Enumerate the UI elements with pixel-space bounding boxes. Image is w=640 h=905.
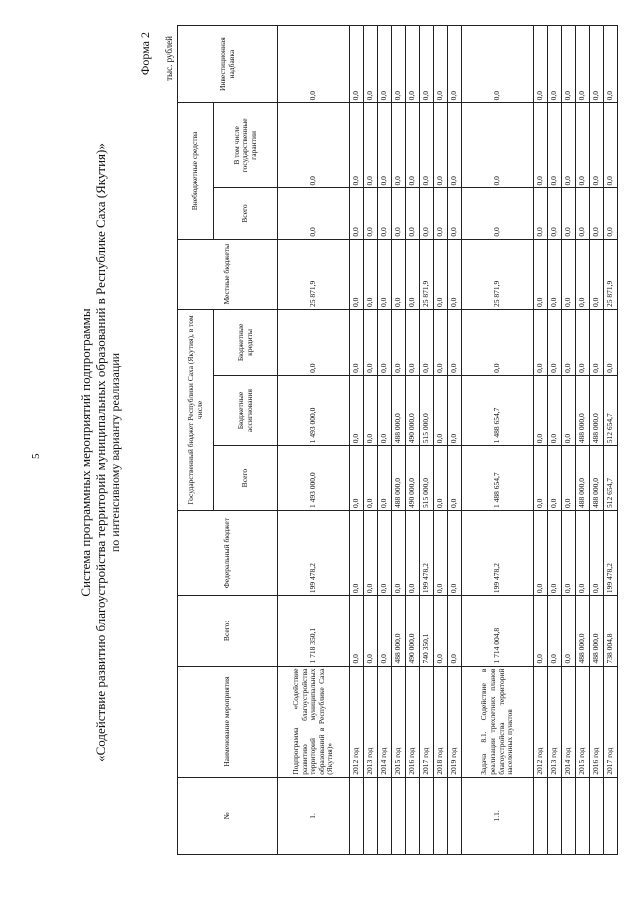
cell-st: 0,0	[434, 446, 448, 511]
cell-loc: 25 871,9	[278, 239, 350, 309]
cell-st: 488 000,0	[576, 446, 590, 511]
cell-loc: 0,0	[364, 239, 378, 309]
cell-sa: 512 654,7	[604, 375, 618, 445]
cell-eg: 0,0	[448, 103, 462, 188]
cell-loc: 0,0	[406, 239, 420, 309]
cell-total: 0,0	[448, 596, 462, 666]
row-number	[604, 777, 618, 854]
header-name: Наименование мероприятия	[178, 666, 278, 777]
cell-eg: 0,0	[378, 103, 392, 188]
document-title: Система программных мероприятий подпрограммы	[78, 308, 93, 597]
cell-loc: 0,0	[562, 239, 576, 309]
cell-loc: 0,0	[392, 239, 406, 309]
cell-st: 1 488 654,7	[462, 446, 534, 511]
cell-sa: 1 488 654,7	[462, 375, 534, 445]
cell-inv: 0,0	[576, 26, 590, 103]
cell-sa: 515 000,0	[420, 375, 434, 445]
cell-et: 0,0	[364, 188, 378, 239]
header-extra-guar: В том числе государственные гарантии	[214, 103, 278, 188]
cell-total: 0,0	[534, 596, 548, 666]
table-row	[378, 26, 392, 855]
header-local: Местные бюджеты	[178, 239, 278, 309]
cell-total: 0,0	[378, 596, 392, 666]
table-row	[562, 26, 576, 855]
cell-fed: 199 478,2	[462, 510, 534, 595]
cell-inv: 0,0	[278, 26, 350, 103]
cell-total: 1 718 350,1	[278, 596, 350, 666]
row-number	[434, 777, 448, 854]
year-label: 2017 год	[604, 666, 618, 777]
cell-inv: 0,0	[604, 26, 618, 103]
cell-sc: 0,0	[548, 309, 562, 375]
cell-eg: 0,0	[576, 103, 590, 188]
header-num: №	[178, 777, 278, 854]
row-number	[378, 777, 392, 854]
cell-st: 490 000,0	[406, 446, 420, 511]
cell-inv: 0,0	[434, 26, 448, 103]
cell-inv: 0,0	[590, 26, 604, 103]
cell-st: 0,0	[350, 446, 364, 511]
cell-inv: 0,0	[448, 26, 462, 103]
cell-st: 0,0	[562, 446, 576, 511]
cell-et: 0,0	[562, 188, 576, 239]
cell-total: 0,0	[548, 596, 562, 666]
cell-sc: 0,0	[420, 309, 434, 375]
cell-sc: 0,0	[378, 309, 392, 375]
cell-sc: 0,0	[278, 309, 350, 375]
cell-sa: 488 000,0	[392, 375, 406, 445]
row-number	[350, 777, 364, 854]
row-number	[392, 777, 406, 854]
cell-et: 0,0	[378, 188, 392, 239]
table-row	[534, 26, 548, 855]
header-extra-total: Всего	[214, 188, 278, 239]
cell-et: 0,0	[392, 188, 406, 239]
cell-fed: 199 478,2	[420, 510, 434, 595]
cell-st: 515 000,0	[420, 446, 434, 511]
cell-sc: 0,0	[576, 309, 590, 375]
cell-et: 0,0	[434, 188, 448, 239]
header-invest: Инвестиционная надбавка	[178, 26, 278, 103]
cell-et: 0,0	[604, 188, 618, 239]
cell-sc: 0,0	[406, 309, 420, 375]
cell-et: 0,0	[590, 188, 604, 239]
cell-loc: 25 871,9	[604, 239, 618, 309]
cell-inv: 0,0	[392, 26, 406, 103]
header-state-credit: Бюджетные кредиты	[214, 309, 278, 375]
cell-eg: 0,0	[590, 103, 604, 188]
cell-eg: 0,0	[350, 103, 364, 188]
cell-total: 0,0	[350, 596, 364, 666]
cell-st: 0,0	[448, 446, 462, 511]
table-row	[548, 26, 562, 855]
cell-inv: 0,0	[462, 26, 534, 103]
cell-et: 0,0	[350, 188, 364, 239]
cell-et: 0,0	[406, 188, 420, 239]
cell-eg: 0,0	[548, 103, 562, 188]
cell-st: 1 493 000,0	[278, 446, 350, 511]
cell-total: 738 004,8	[604, 596, 618, 666]
cell-sa: 0,0	[350, 375, 364, 445]
cell-loc: 25 871,9	[462, 239, 534, 309]
year-label: 2018 год	[434, 666, 448, 777]
year-label: 2017 год	[420, 666, 434, 777]
header-extra: Внебюджетные средства	[178, 103, 214, 239]
cell-eg: 0,0	[434, 103, 448, 188]
year-label: 2015 год	[576, 666, 590, 777]
cell-total: 0,0	[562, 596, 576, 666]
table-row	[350, 26, 364, 855]
row-number	[534, 777, 548, 854]
cell-fed: 0,0	[378, 510, 392, 595]
activity-name: Подпрограмма «Содействие развитию благоустройства территорий муниципальных образований в Республике Саха (Якутия)»	[278, 666, 350, 777]
cell-st: 512 654,7	[604, 446, 618, 511]
cell-loc: 25 871,9	[420, 239, 434, 309]
cell-et: 0,0	[462, 188, 534, 239]
cell-eg: 0,0	[534, 103, 548, 188]
cell-total: 1 714 004,8	[462, 596, 534, 666]
cell-loc: 0,0	[448, 239, 462, 309]
cell-eg: 0,0	[406, 103, 420, 188]
cell-sc: 0,0	[604, 309, 618, 375]
year-label: 2015 год	[392, 666, 406, 777]
year-label: 2016 год	[590, 666, 604, 777]
header-federal: Федеральный бюджет	[178, 510, 278, 595]
cell-fed: 0,0	[562, 510, 576, 595]
cell-inv: 0,0	[420, 26, 434, 103]
row-number	[364, 777, 378, 854]
cell-sa: 0,0	[534, 375, 548, 445]
cell-et: 0,0	[420, 188, 434, 239]
cell-sa: 0,0	[434, 375, 448, 445]
cell-st: 0,0	[534, 446, 548, 511]
row-number: 1.	[278, 777, 350, 854]
cell-st: 0,0	[378, 446, 392, 511]
cell-sa: 490 000,0	[406, 375, 420, 445]
cell-st: 0,0	[364, 446, 378, 511]
table-row	[604, 26, 618, 855]
row-number	[406, 777, 420, 854]
cell-eg: 0,0	[462, 103, 534, 188]
year-label: 2014 год	[562, 666, 576, 777]
cell-et: 0,0	[278, 188, 350, 239]
cell-loc: 0,0	[590, 239, 604, 309]
cell-sc: 0,0	[350, 309, 364, 375]
cell-inv: 0,0	[534, 26, 548, 103]
table-row	[448, 26, 462, 855]
cell-total: 488 000,0	[576, 596, 590, 666]
cell-fed: 0,0	[548, 510, 562, 595]
cell-sc: 0,0	[590, 309, 604, 375]
table-row	[590, 26, 604, 855]
cell-fed: 199 478,2	[278, 510, 350, 595]
cell-loc: 0,0	[434, 239, 448, 309]
cell-fed: 0,0	[534, 510, 548, 595]
cell-sc: 0,0	[462, 309, 534, 375]
cell-st: 488 000,0	[392, 446, 406, 511]
table-row	[462, 26, 534, 855]
cell-sa: 0,0	[448, 375, 462, 445]
cell-fed: 0,0	[406, 510, 420, 595]
cell-fed: 0,0	[392, 510, 406, 595]
cell-sa: 1 493 000,0	[278, 375, 350, 445]
document-subtitle: «Содействие развитию благоустройства территорий муниципальных образований в Республике Саха (Якутия)»	[93, 143, 108, 762]
cell-fed: 199 478,2	[604, 510, 618, 595]
year-label: 2019 год	[448, 666, 462, 777]
row-number	[448, 777, 462, 854]
cell-sc: 0,0	[448, 309, 462, 375]
cell-sc: 0,0	[392, 309, 406, 375]
cell-fed: 0,0	[576, 510, 590, 595]
row-number: 1.1.	[462, 777, 534, 854]
cell-loc: 0,0	[378, 239, 392, 309]
cell-inv: 0,0	[378, 26, 392, 103]
row-number	[576, 777, 590, 854]
cell-sc: 0,0	[434, 309, 448, 375]
row-number	[420, 777, 434, 854]
program-table	[177, 25, 618, 855]
cell-loc: 0,0	[534, 239, 548, 309]
form-label: Форма 2	[138, 32, 152, 76]
row-number	[548, 777, 562, 854]
cell-inv: 0,0	[364, 26, 378, 103]
row-number	[590, 777, 604, 854]
cell-inv: 0,0	[548, 26, 562, 103]
cell-total: 488 000,0	[590, 596, 604, 666]
year-label: 2014 год	[378, 666, 392, 777]
cell-st: 488 000,0	[590, 446, 604, 511]
cell-sc: 0,0	[562, 309, 576, 375]
cell-sc: 0,0	[364, 309, 378, 375]
cell-loc: 0,0	[350, 239, 364, 309]
cell-sa: 488 000,0	[590, 375, 604, 445]
cell-et: 0,0	[534, 188, 548, 239]
cell-fed: 0,0	[590, 510, 604, 595]
cell-eg: 0,0	[392, 103, 406, 188]
year-label: 2013 год	[548, 666, 562, 777]
cell-total: 488 000,0	[392, 596, 406, 666]
cell-loc: 0,0	[548, 239, 562, 309]
cell-total: 0,0	[364, 596, 378, 666]
header-state-assign: Бюджетные ассигнования	[214, 375, 278, 445]
cell-fed: 0,0	[448, 510, 462, 595]
table-row	[420, 26, 434, 855]
cell-total: 0,0	[434, 596, 448, 666]
cell-sa: 0,0	[548, 375, 562, 445]
cell-inv: 0,0	[406, 26, 420, 103]
cell-eg: 0,0	[562, 103, 576, 188]
cell-et: 0,0	[448, 188, 462, 239]
table-row	[364, 26, 378, 855]
cell-sa: 0,0	[562, 375, 576, 445]
cell-eg: 0,0	[278, 103, 350, 188]
cell-et: 0,0	[548, 188, 562, 239]
year-label: 2016 год	[406, 666, 420, 777]
year-label: 2012 год	[534, 666, 548, 777]
cell-st: 0,0	[548, 446, 562, 511]
cell-inv: 0,0	[350, 26, 364, 103]
header-state-total: Всего	[214, 446, 278, 511]
cell-eg: 0,0	[364, 103, 378, 188]
table-row	[434, 26, 448, 855]
cell-fed: 0,0	[434, 510, 448, 595]
cell-eg: 0,0	[604, 103, 618, 188]
cell-fed: 0,0	[364, 510, 378, 595]
cell-loc: 0,0	[576, 239, 590, 309]
cell-sa: 0,0	[364, 375, 378, 445]
cell-et: 0,0	[576, 188, 590, 239]
table-row	[406, 26, 420, 855]
cell-sa: 488 000,0	[576, 375, 590, 445]
page-number: 5	[30, 453, 42, 459]
cell-fed: 0,0	[350, 510, 364, 595]
row-number	[562, 777, 576, 854]
table-row	[576, 26, 590, 855]
cell-inv: 0,0	[562, 26, 576, 103]
table-row	[392, 26, 406, 855]
year-label: 2012 год	[350, 666, 364, 777]
cell-sc: 0,0	[534, 309, 548, 375]
header-state-budget: Государственный бюджет Республики Саха (Якутия), в том числе	[178, 309, 214, 510]
cell-total: 490 000,0	[406, 596, 420, 666]
units-label: тыс. рублей	[164, 36, 174, 81]
cell-eg: 0,0	[420, 103, 434, 188]
year-label: 2013 год	[364, 666, 378, 777]
activity-name: Задача 8.1. Содействие в реализации трехлетних планов благоустройства территорий населенных пунктов	[462, 666, 534, 777]
cell-total: 740 350,1	[420, 596, 434, 666]
header-total: Всего:	[178, 596, 278, 666]
cell-sa: 0,0	[378, 375, 392, 445]
document-variant: по интенсивному варианту реализации	[108, 352, 122, 553]
table-row	[278, 26, 350, 855]
